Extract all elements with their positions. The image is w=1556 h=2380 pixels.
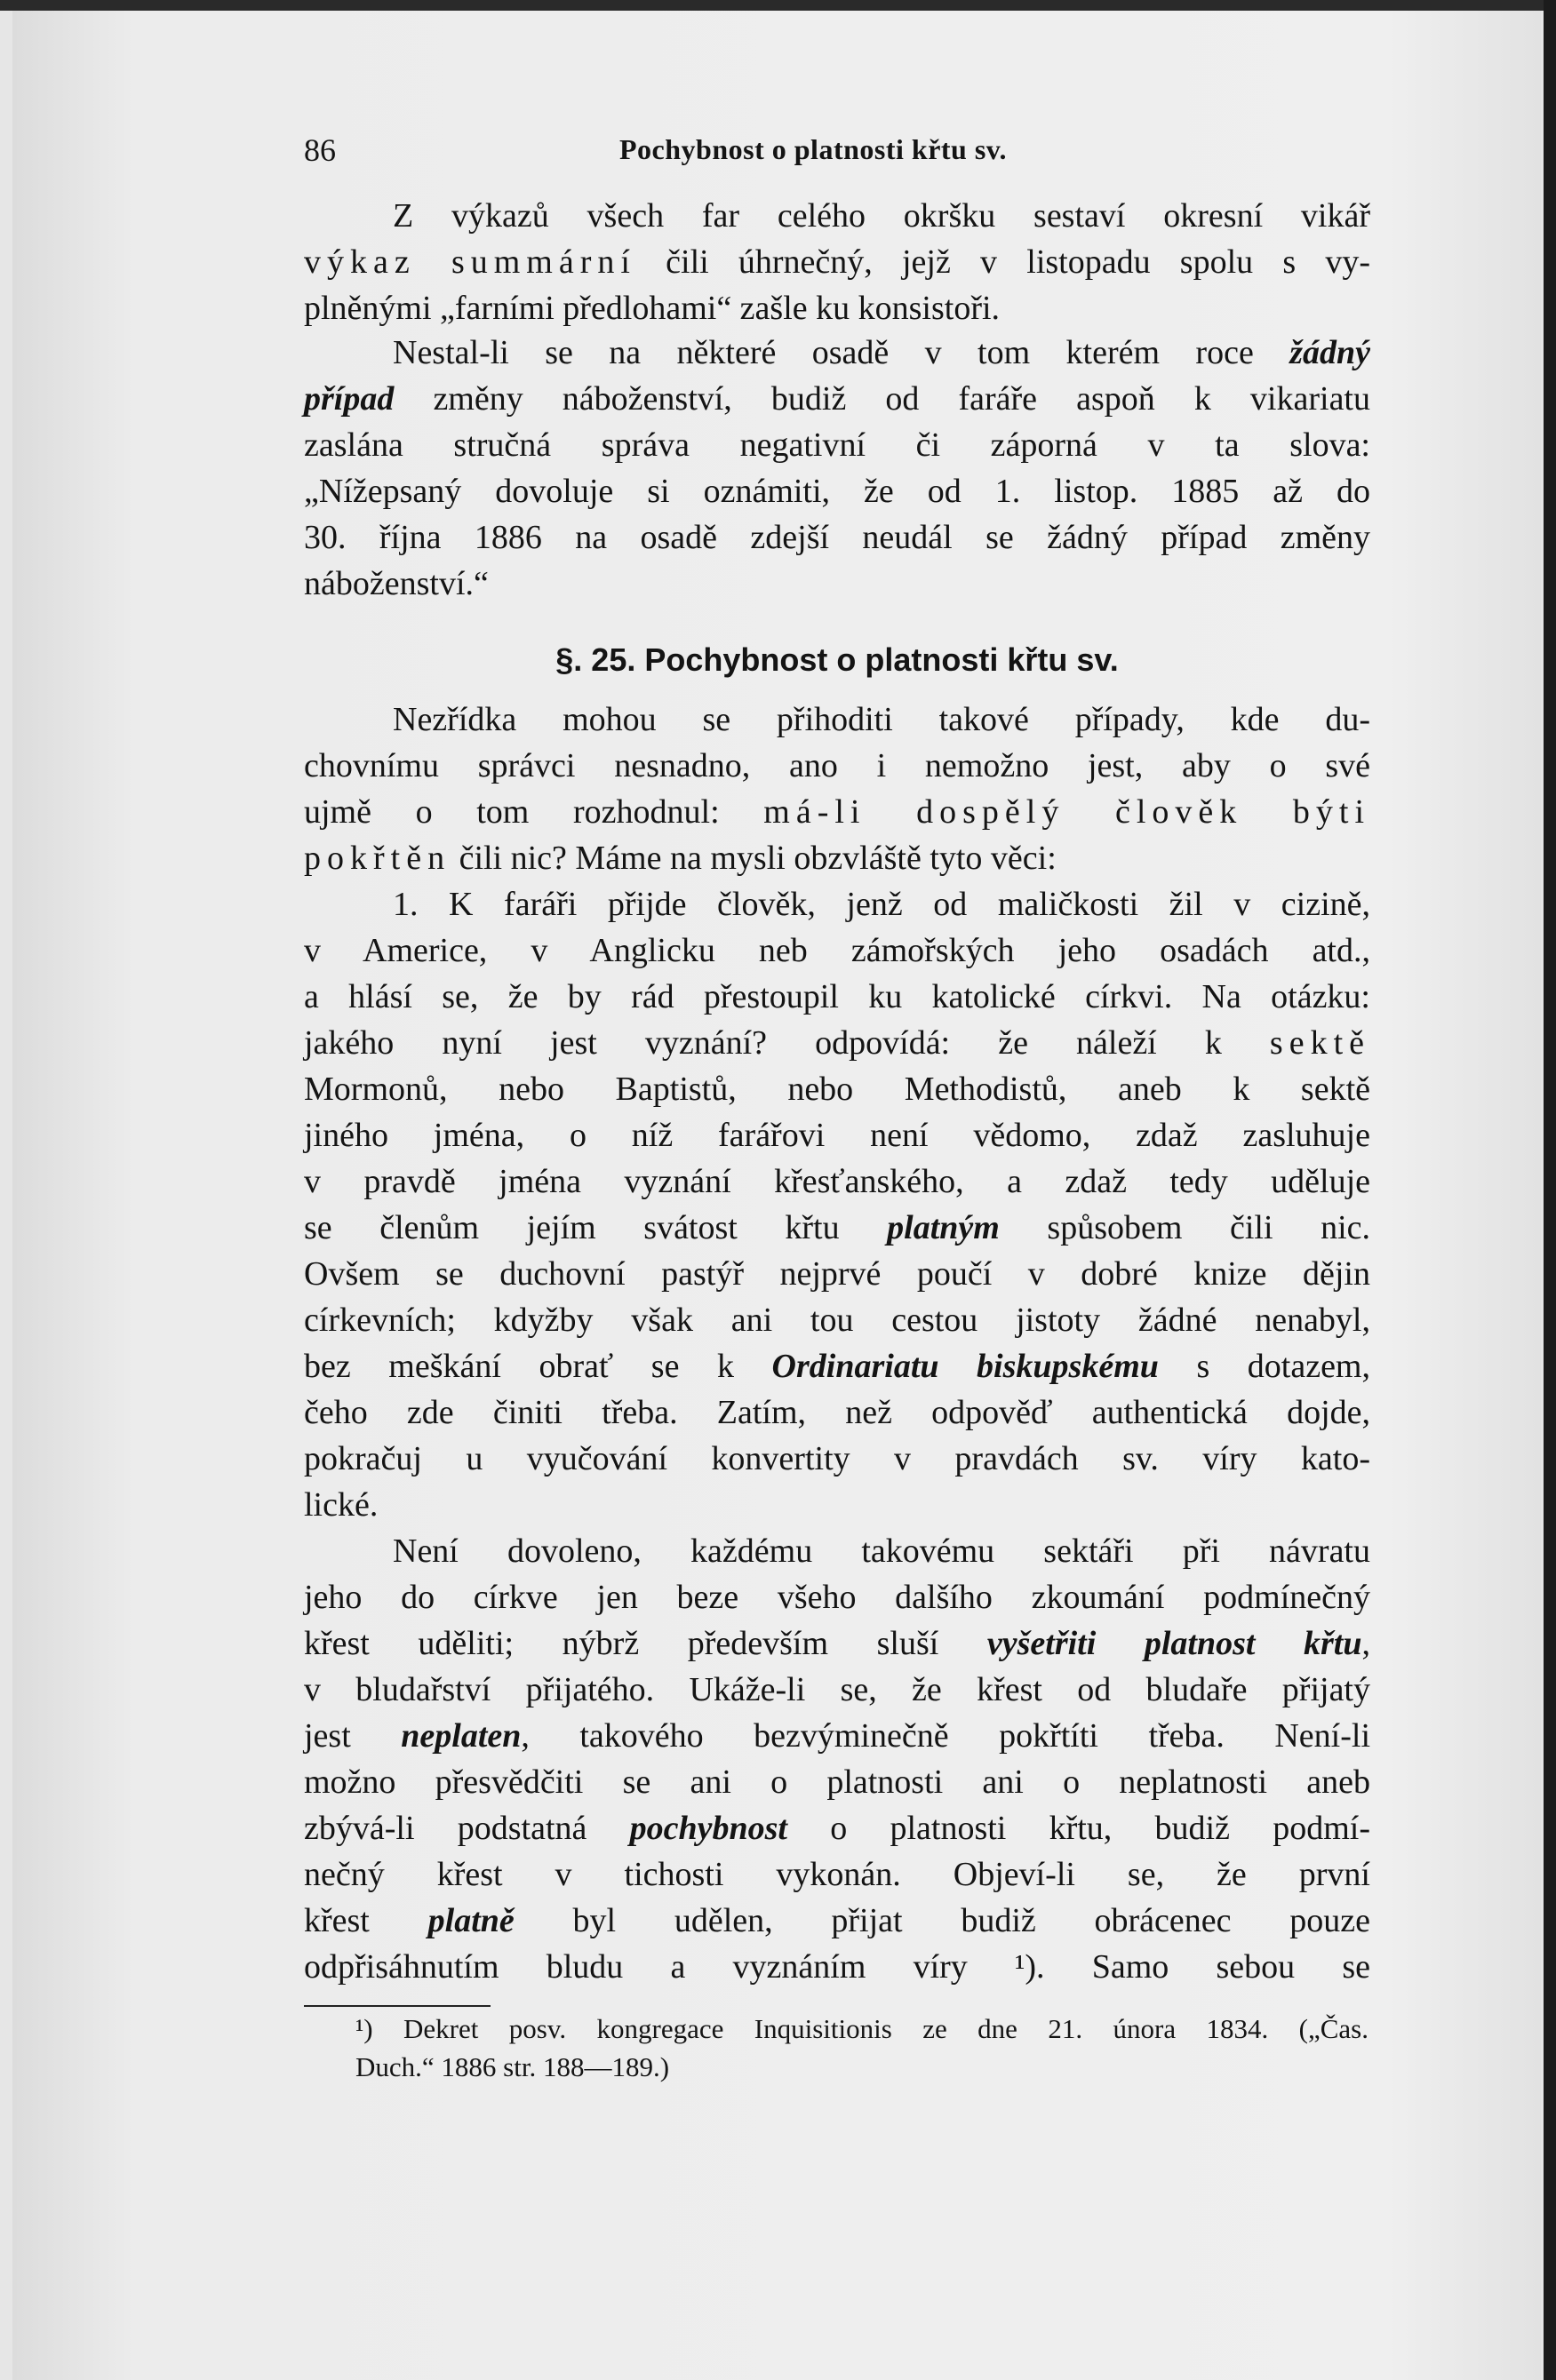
text-line xyxy=(304,1205,1370,1251)
italic-text: případ xyxy=(304,380,395,418)
text-line xyxy=(304,1620,1370,1667)
italic-text: platně xyxy=(427,1902,515,1939)
text-line xyxy=(304,1851,1370,1898)
text-segment: Duch.“ 1886 str. 188—189.) xyxy=(355,2051,670,2082)
text-segment: 1. K faráři přijde člověk, jenž od maličkosti žil v cizině, xyxy=(393,886,1370,923)
text-segment: jakého nyní jest vyznání? odpovídá: že náleží k xyxy=(304,1024,1270,1062)
text-line xyxy=(304,330,1370,376)
text-line xyxy=(304,1713,1370,1759)
text-segment: lické. xyxy=(304,1486,379,1524)
italic-text: žádný xyxy=(1289,334,1370,371)
scan-right-edge xyxy=(1544,0,1556,2380)
text-segment: 30. října 1886 na osadě zdejší neudál se žádný případ změny xyxy=(304,519,1370,556)
text-line xyxy=(304,835,1370,881)
text-segment: čili úhrnečný, jejž v listopadu spolu s vy- xyxy=(635,243,1371,281)
text-line xyxy=(304,1436,1370,1482)
text-segment: jest xyxy=(304,1717,402,1755)
italic-text: vyšetřiti platnost křtu xyxy=(986,1625,1362,1662)
text-line xyxy=(304,927,1370,974)
text-line xyxy=(304,561,1370,607)
text-line xyxy=(304,1389,1370,1436)
text-line xyxy=(304,285,1370,331)
text-segment: pokračuj u vyučování konvertity v pravdách sv. víry kato- xyxy=(304,1440,1370,1477)
text-line xyxy=(304,422,1370,468)
text-line xyxy=(304,468,1370,514)
text-line xyxy=(304,1805,1370,1851)
text-segment: ujmě o tom rozhodnul: xyxy=(304,793,764,831)
italic-text: pochybnost xyxy=(629,1810,787,1847)
text-line xyxy=(304,881,1370,927)
text-line xyxy=(304,1482,1370,1528)
text-segment: možno přesvědčiti se ani o platnosti ani o neplatnosti aneb xyxy=(304,1763,1370,1801)
text-line xyxy=(355,2048,1368,2086)
text-line xyxy=(304,1297,1370,1343)
text-line xyxy=(304,1898,1370,1944)
italic-text: neplaten xyxy=(401,1717,522,1755)
text-line xyxy=(304,1944,1370,1990)
text-segment: , takového bezvýminečně pokřtíti třeba. Není-li xyxy=(521,1717,1371,1755)
text-line xyxy=(304,239,1370,285)
paragraph-case-1 xyxy=(304,881,1370,1528)
text-segment: zaslána stručná správa negativní či záporná v ta slova: xyxy=(304,426,1370,464)
running-header xyxy=(304,131,1370,172)
text-segment: křest uděliti; nýbrž především sluší xyxy=(304,1625,987,1662)
text-line xyxy=(304,974,1370,1020)
text-segment: změny náboženství, budiž od faráře aspoň k vikariatu xyxy=(394,380,1370,418)
text-segment: Z výkazů všech far celého okršku sestaví okresní vikář xyxy=(393,197,1370,235)
spaced-text: pokřtěn xyxy=(304,840,451,877)
text-line xyxy=(304,1251,1370,1297)
text-segment: křest xyxy=(304,1902,428,1939)
italic-text: Ordinariatu biskupskému xyxy=(771,1348,1159,1385)
text-segment: bez meškání obrať se k xyxy=(304,1348,772,1385)
scan-top-edge xyxy=(0,0,1556,11)
paragraph-conditional-baptism xyxy=(304,1528,1370,1990)
running-title: Pochybnost o platnosti křtu sv. xyxy=(619,133,1008,165)
text-segment: Mormonů, nebo Baptistů, nebo Methodistů, aneb k sektě xyxy=(304,1071,1370,1108)
text-line xyxy=(304,1020,1370,1066)
text-segment: ¹) Dekret posv. kongregace Inquisitionis ze dne 21. února 1834. („Čas. xyxy=(355,2013,1368,2044)
text-line xyxy=(304,514,1370,561)
footnote-rule xyxy=(304,2005,491,2007)
text-line xyxy=(304,789,1370,835)
spaced-text: sektě xyxy=(1269,1024,1370,1062)
text-segment: a hlásí se, že by rád přestoupil ku katolické církvi. Na otázku: xyxy=(304,978,1370,1015)
text-line xyxy=(304,193,1370,239)
text-segment: jeho do církve jen beze všeho dalšího zkoumání podmínečný xyxy=(304,1579,1370,1616)
text-line xyxy=(355,2010,1368,2048)
text-segment: náboženství.“ xyxy=(304,565,489,602)
text-line xyxy=(304,1112,1370,1158)
paragraph-negative-report xyxy=(304,330,1370,607)
text-line xyxy=(304,1574,1370,1620)
text-line xyxy=(304,743,1370,789)
text-line xyxy=(304,1759,1370,1805)
text-segment: odpřisáhnutím bludu a vyznáním víry ¹). Samo sebou se xyxy=(304,1948,1370,1986)
text-line xyxy=(304,1528,1370,1574)
text-segment: plněnými „farními předlohami“ zašle ku konsistoři. xyxy=(304,290,1001,327)
text-segment: v bludařství přijatého. Ukáže-li se, že křest od bludaře přijatý xyxy=(304,1671,1370,1708)
text-segment: „Nížepsaný dovoluje si oznámiti, že od 1. listop. 1885 až do xyxy=(304,473,1370,510)
text-segment: Nestal-li se na některé osadě v tom kterém roce xyxy=(393,334,1290,371)
text-segment: byl udělen, přijat budiž obrácenec pouze xyxy=(514,1902,1371,1939)
paragraph-intro xyxy=(304,696,1370,881)
section-heading: §. 25. Pochybnost o platnosti křtu sv. xyxy=(555,641,1119,678)
text-segment: Není dovoleno, každému takovému sektáři při návratu xyxy=(393,1532,1370,1570)
text-segment: jiného jména, o níž farářovi není vědomo, zdaž zasluhuje xyxy=(304,1117,1370,1154)
text-line xyxy=(304,1158,1370,1205)
text-segment: čeho zde činiti třeba. Zatím, než odpověď authentická dojde, xyxy=(304,1394,1370,1431)
text-segment: Nezřídka mohou se přihoditi takové případy, kde du- xyxy=(393,701,1370,738)
text-segment: se členům jejím svátost křtu xyxy=(304,1209,888,1246)
text-segment: nečný křest v tichosti vykonán. Objeví-li se, že první xyxy=(304,1856,1370,1893)
text-segment: čili nic? Máme na mysli obzvláště tyto věci: xyxy=(451,840,1057,877)
text-segment: církevních; kdyžby však ani tou cestou jistoty žádné nenabyl, xyxy=(304,1301,1370,1339)
paragraph-summary-report xyxy=(304,193,1370,331)
text-line xyxy=(304,376,1370,422)
spaced-text: má-li dospělý člověk býti xyxy=(763,793,1371,831)
page-number: 86 xyxy=(304,132,336,168)
italic-text: platným xyxy=(887,1209,1000,1246)
text-segment: s dotazem, xyxy=(1158,1348,1370,1385)
text-segment: v pravdě jména vyznání křesťanského, a zdaž tedy uděluje xyxy=(304,1163,1370,1200)
text-segment: v Americe, v Anglicku neb zámořských jeho osadách atd., xyxy=(304,932,1370,969)
text-line xyxy=(304,696,1370,743)
text-line xyxy=(304,1343,1370,1389)
text-line xyxy=(304,1667,1370,1713)
text-segment: , xyxy=(1361,1625,1370,1662)
text-segment: chovnímu správci nesnadno, ano i nemožno jest, aby o své xyxy=(304,747,1370,784)
spaced-text: summární xyxy=(451,243,636,281)
text-segment: spůsobem čili nic. xyxy=(999,1209,1370,1246)
text-segment: Ovšem se duchovní pastýř nejprvé poučí v dobré knize dějin xyxy=(304,1255,1370,1293)
text-segment: o platnosti křtu, budiž podmí- xyxy=(786,1810,1370,1847)
text-line xyxy=(304,1066,1370,1112)
footnote xyxy=(355,2010,1368,2086)
text-segment: zbývá-li podstatná xyxy=(304,1810,630,1847)
spaced-text: výkaz xyxy=(304,243,451,281)
